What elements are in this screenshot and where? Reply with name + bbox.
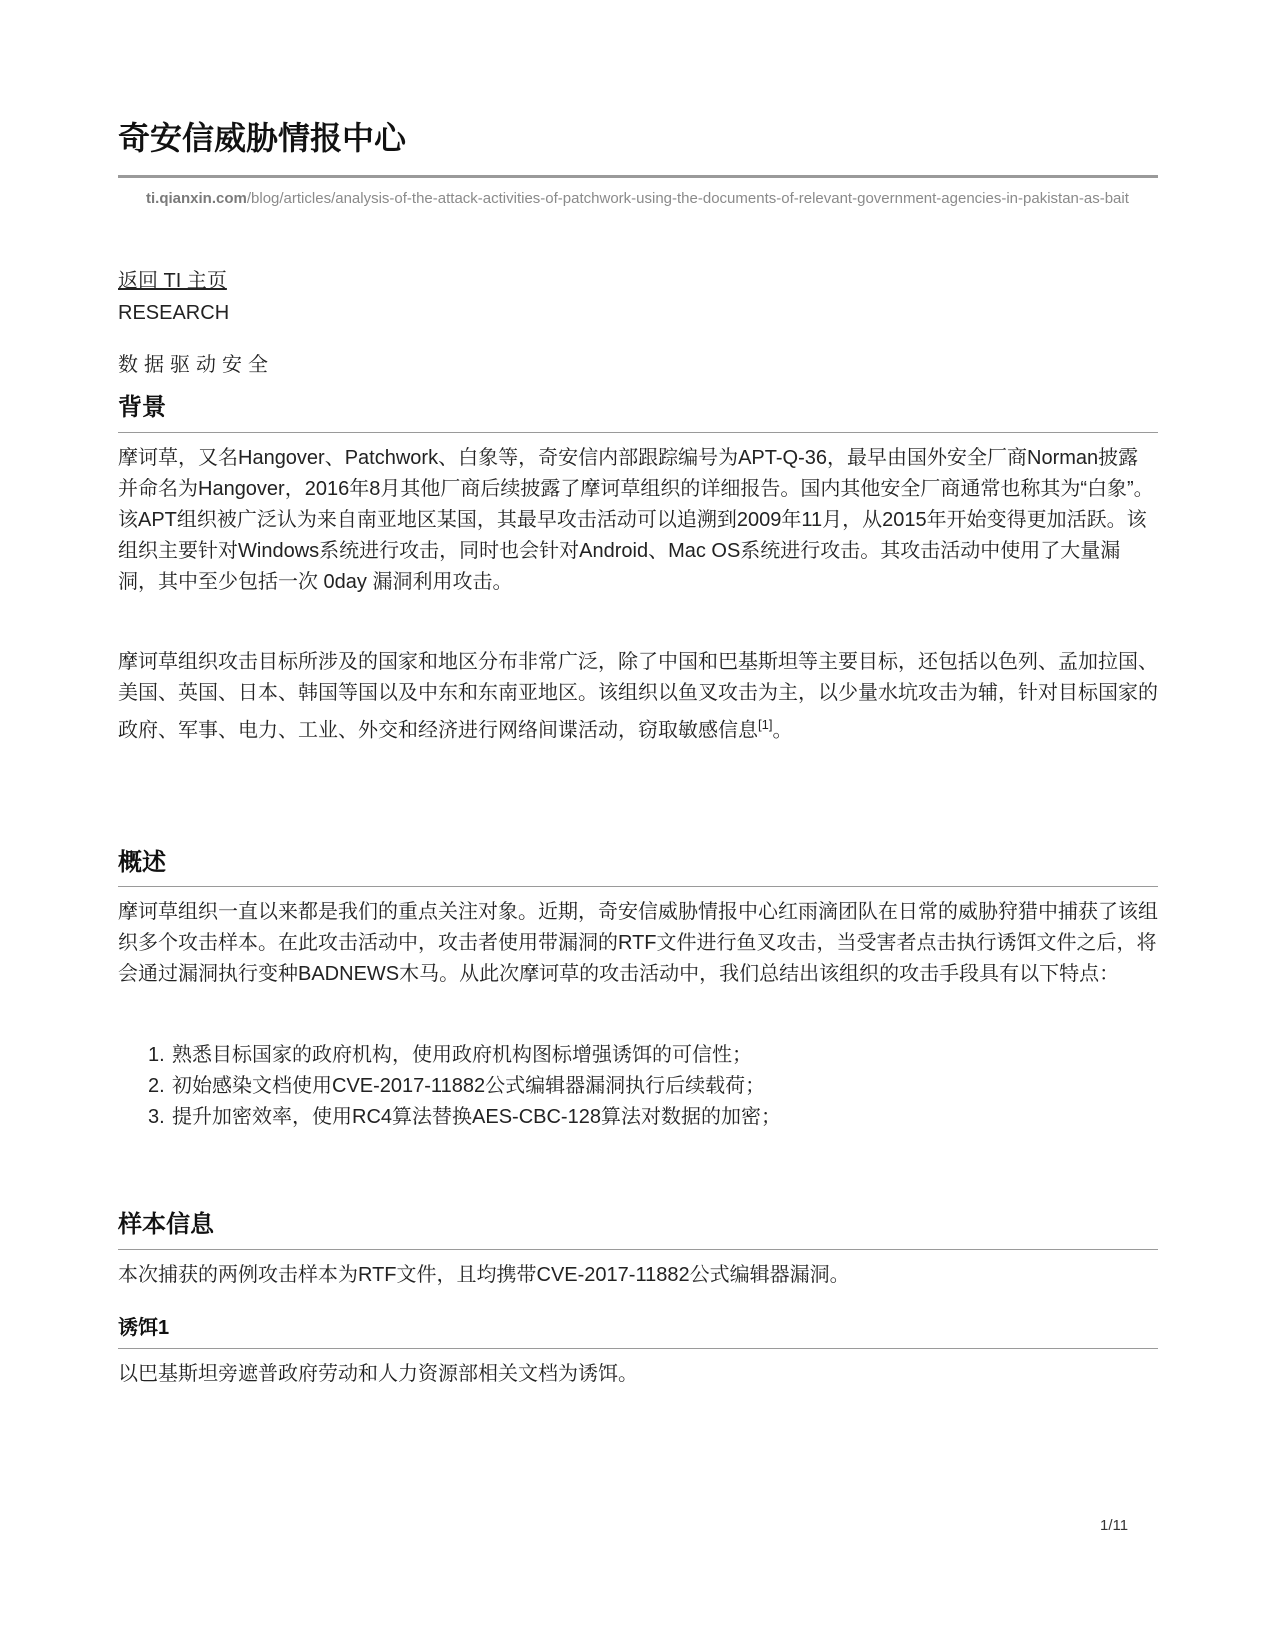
background-paragraph-2-end: 。 xyxy=(772,719,793,742)
list-item: 2. 初始感染文档使用CVE-2017-11882公式编辑器漏洞执行后续载荷； xyxy=(148,1075,766,1097)
section-heading-overview: 概述 xyxy=(118,849,166,876)
category-label: RESEARCH xyxy=(118,302,230,324)
section-heading-samples: 样本信息 xyxy=(118,1211,214,1238)
section-divider xyxy=(118,1348,1158,1349)
url-domain: ti.qianxin.com xyxy=(146,190,247,207)
section-heading-background: 背景 xyxy=(118,394,166,421)
url-path: /blog/articles/analysis-of-the-attack-activities-of-patchwork-using-the-documents-of-relevant-government-agencies-in-pakistan-as-bait xyxy=(246,190,1129,207)
section-divider xyxy=(118,432,1158,433)
features-list xyxy=(118,1040,1158,1133)
list-item: 3. 提升加密效率，使用RC4算法替换AES-CBC-128算法对数据的加密； xyxy=(148,1106,781,1128)
reference-link[interactable]: [1] xyxy=(758,717,773,732)
bait1-paragraph: 以巴基斯坦旁遮普政府劳动和人力资源部相关文档为诱饵。 xyxy=(118,1363,638,1385)
page-number: 1/11 xyxy=(1100,1517,1129,1534)
title-divider xyxy=(118,175,1158,178)
back-to-home-link[interactable]: 返回 TI 主页 xyxy=(118,270,227,292)
overview-paragraph: 摩诃草组织一直以来都是我们的重点关注对象。近期，奇安信威胁情报中心红雨滴团队在日常的威胁狩猎中捕获了该组织多个攻击样本。在此攻击活动中，攻击者使用带漏洞的RTF文件进行鱼叉攻击，当受害者点击执行诱饵文件之后，将会通过漏洞执行变种BADNEWS木马。从此次摩诃草的攻击活动中，我们总结出该组织的攻击手段具有以下特点： xyxy=(118,901,1158,985)
background-paragraph-2-text: 摩诃草组织攻击目标所涉及的国家和地区分布非常广泛，除了中国和巴基斯坦等主要目标，还包括以色列、孟加拉国、美国、英国、日本、韩国等国以及中东和东南亚地区。该组织以鱼叉攻击为主，以少量水坑攻击为辅，针对目标国家的政府、军事、电力、工业、外交和经济进行网络间谍活动，窃取敏感信息 xyxy=(118,651,1158,742)
samples-paragraph: 本次捕获的两例攻击样本为RTF文件，且均携带CVE-2017-11882公式编辑器漏洞。 xyxy=(118,1264,850,1286)
section-divider xyxy=(118,886,1158,887)
section-divider xyxy=(118,1249,1158,1250)
source-url[interactable] xyxy=(118,188,1158,210)
tagline: 数据驱动安全 xyxy=(118,354,274,376)
background-paragraph-1: 摩诃草，又名Hangover、Patchwork、白象等，奇安信内部跟踪编号为APT-Q-36，最早由国外安全厂商Norman披露并命名为Hangover，2016年8月其他厂商后续披露了摩诃草组织的详细报告。国内其他安全厂商通常也称其为“白象”。该APT组织被广泛认为来自南亚地区某国，其最早攻击活动可以追溯到2009年11月，从2015年开始变得更加活跃。该组织主要针对Windows系统进行攻击，同时也会针对Android、Mac OS系统进行攻击。其攻击活动中使用了大量漏洞，其中至少包括一次 0day 漏洞利用攻击。 xyxy=(118,447,1154,593)
page-title: 奇安信威胁情报中心 xyxy=(118,120,407,156)
subsection-heading-bait1: 诱饵1 xyxy=(118,1317,170,1339)
background-paragraph-2 xyxy=(118,647,1158,747)
list-item: 1. 熟悉目标国家的政府机构，使用政府机构图标增强诱饵的可信性； xyxy=(148,1044,752,1066)
